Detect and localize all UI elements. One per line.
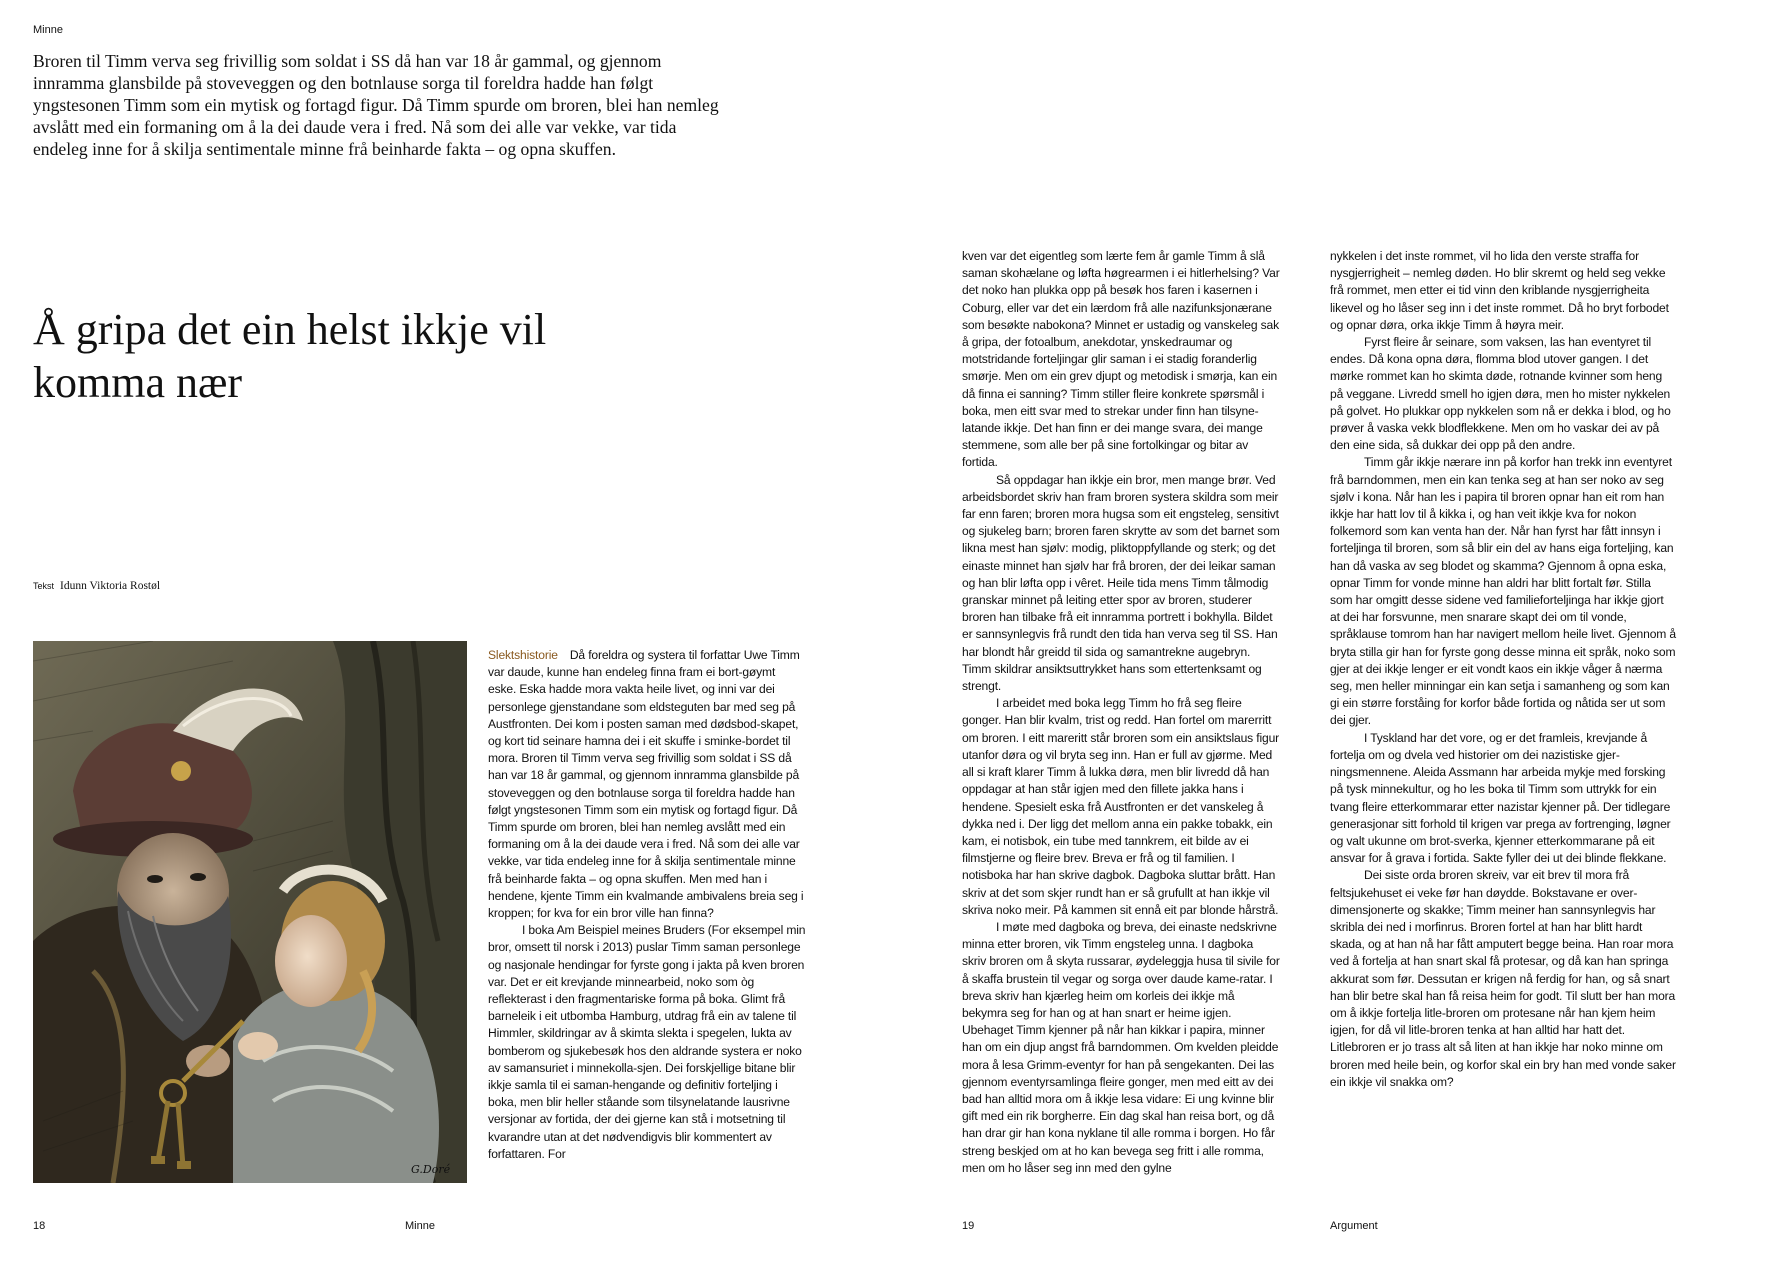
paragraph: kven var det eigentleg som lærte fem år gamle Timm å slå saman skohælane og løfta høgrearmen i ei hitlerhelsing? Var det noko han plukka opp på besøk hos faren i kasernen i Coburg, eller var det ein lærdom frå alle nazifunksjonærane som besøkte nabokona? Minnet er ustadig og vanskeleg sak å gripa, der fotoalbum, anekdotar, ynskedraumar og motstridande forteljingar glir saman i ei stadig foranderlig smørje. Men om ein grev djupt og metodisk i smørja, kan ein då finna ei sanning? Timm stiller fleire konkrete spørsmål i boka, men eitt svar med to strekar under finn han tilsyne-latande ikkje. Det han finn er dei mange svara, dei mange stemmene, som alle ber på sine fortolkingar og bitar av fortida. — [962, 249, 1280, 470]
paragraph: Dei siste orda broren skreiv, var eit brev til mora frå feltsjukehuset ei veke før han døydde. Bokstavane er over-dimensjonerte og skakke; Timm meiner han sannsynlegvis har skribla dei ned i morfinrus. Broren fortel at han har blitt hardt skada, og at han nå har fått amputert begge beina. Han roar mora ved å fortelja at han snart skal få protesar, og då kan han springa akkurat som før. Dessutan er krigen nå ferdig for han, og så snart han blir betre skal han få reisa heim for godt. Til slutt ber han mora om å ikkje fortelja litle-broren om protesane når han kjem heim igjen, for då vil litle-broren tenka at han alltid har hatt det. Litlebroren er jo trass alt så liten at han ikkje har noko minne om broren med heile bein, og korfor skal ein bry han med vonde saker ein ikkje vil snakka om? — [1330, 868, 1676, 1089]
paragraph: I arbeidet med boka legg Timm ho frå seg fleire gonger. Han blir kvalm, trist og redd. Han fortel om marerritt om broren. I eitt mareritt står broren som ein ansiktslaus figur utanfor døra og vil bryta seg inn. Han er full av gjørme. Med all si kraft klarer Timm å lukka døra, men blir livredd då han oppdagar at han står igjen med den fillete jakka hans i hendene. Spesielt eska frå Austfronten er det vanskeleg å dykka ned i. Der ligg det mellom anna ein pakke tobakk, ein kam, ei notisbok, ein tube med tannkrem, eit bilde av ei filmstjerne og fleire brev. Breva er frå og til familien. I notisboka har han skrive dagbok. Dagboka sluttar brått. Han skriv at det som skjer rundt han er så grufullt at han ikkje vil skriva noko meir. På kammen sit ennå eit par blonde hårstrå. — [962, 696, 1280, 917]
paragraph: Så oppdagar han ikkje ein bror, men mange brør. Ved arbeidsbordet skriv han fram broren systera skildra som meir far enn faren; broren mora hugsa som eit engsteleg, sensitivt og sjukeleg barn; broren faren skrytte av som det barnet som likna mest han sjølv: modig, pliktoppfyllande og sterk; og det einaste minnet han sjølv har frå broren, der dei leikar saman og han blir løfta opp i vêret. Heile tida mens Timm tålmodig granskar minnet på leiting etter spor av broren, studerer broren han tilbake frå eit innramma portrett i bokhylla. Bildet er sannsynlegvis frå rundt den tida han verva seg til SS. Han har blondt hår greidd til sida og samantrekne augebryn. Timm skildrar ansiktsuttrykket hans som ettertenksamt og strengt. — [962, 472, 1280, 694]
illustration-svg — [33, 641, 467, 1183]
body-column-1 — [488, 647, 806, 1163]
kicker: Slektshistorie — [488, 648, 558, 662]
byline-author: Idunn Viktoria Rostøl — [60, 580, 161, 592]
byline-label: Tekst — [33, 581, 55, 591]
running-footer-left: Minne — [405, 1220, 435, 1232]
paragraph: Timm går ikkje nærare inn på korfor han trekk inn eventyret frå barndommen, men ein kan tenka seg at han ser noko av seg sjølv i kona. Når han les i papira til broren opnar han eit rom han ikkje har hatt lov til å kikka i, og han veit ikkje kva for nokon folkemord som kan venta han der. Når han fyrst har fått innsyn i forteljinga til broren, som så blir ein del av hans eiga forteljing, kan han då vaska av seg blodet og skamma? Gjennom å opna eska, opnar Timm for vonde minne han aldri har blitt fortalt før. Stilla som har omgitt desse sidene ved familieforteljinga har ikkje gjort at dei har forsvunne, men snarare skapt dei om til vonde, språklause tomrom han har navigert mellom heile livet. Gjennom å bryta stilla gir han for fyrste gong desse minna eit språk, noko som gjer at dei ikkje lenger er eit vondt kaos ein ikkje våger å nærma seg, men heller minningar ein kan setja i samanheng og som kan gi ein større forståing for korfor både fortida og nåtida ser ut som dei gjer. — [1330, 455, 1676, 728]
body-column-2 — [962, 248, 1280, 1177]
bluebeard-engraving-illustration — [33, 641, 467, 1183]
paragraph-text: Då foreldra og systera til forfattar Uwe Timm var daude, kunne han endeleg finna fram ei bort-gøymt eske. Eska hadde mora vakta heile livet, og inni var dei personlege gjenstandane som eldsteguten bar med seg på Austfronten. Dei kom i posten saman med dødsbod-skapet, og kort tid seinare hamna dei i eit skuffe i sminke-bordet til mora. Broren til Timm verva seg frivillig som soldat i SS då han var 18 år gammal, og gjennom innramma glansbilde på stoveveggen og den botnlause sorga til foreldra hadde han følgt yngstesonen Timm som ein mytisk og fortagd figur. Då Timm spurde om broren, blei han nemleg avslått med ein formaning om å la dei daude vera i fred. Nå som dei alle var vekke, var tida endeleg inne for å skilja sentimentale minne frå beinharde fakta – og opna skuffen. Men med han i hendene, kjente Timm ein kvalmande ambivalens breia seg i kroppen; for kva for ein bror ville han finna? — [488, 648, 804, 921]
page-number-left: 18 — [33, 1220, 46, 1232]
paragraph: nykkelen i det inste rommet, vil ho lida den verste straffa for nysgjerrigheit – nemleg døden. Ho blir skremt og held seg vekke frå rommet, men etter ei tid vinn den kriblande nysgjerrigheita likevel og ho låser seg inn i det inste rommet. Då ho bryt forbodet og opnar døra, orka ikkje Timm å høyra meir. — [1330, 249, 1669, 332]
lead-paragraph: Broren til Timm verva seg frivillig som soldat i SS då han var 18 år gammal, og gjennom innramma glansbilde på stoveveggen og den botnlause sorga til foreldra hadde han følgt yngstesonen Timm som ein mytisk og fortagd figur. Då Timm spurde om broren, blei han nemleg avslått med ein formaning om å la dei daude vera i fred. Nå som dei alle var vekke, var tida endeleg inne for å skilja sentimentale minne frå beinharde fakta – og opna skuffen. — [33, 51, 719, 159]
paragraph: I boka Am Beispiel meines Bruders (For eksempel min bror, omsett til norsk i 2013) puslar Timm saman personlege og nasjonale hendingar for fyrste gong i jakta på kven broren var. Det er eit krevjande minnearbeid, noko som òg reflekterast i den fragmentariske forma på boka. Glimt frå barneleik i eit utbomba Hamburg, utdrag frå ein av talene til Himmler, skildringar av å skimta slekta i spegelen, lukta av bomberom og sjukebesøk hos den aldrande systera er noko av samansuriet i minnekolla-sjen. Dei forskjellige bitane blir ikkje samla til ei saman-hengande og definitiv forteljing i boka, men blir heller ståande som tilsynelatande lausrivne versjonar av fortida, der dei gjerne kan stå i motsetning til kvarandre utan at det nødvendigvis blir kommentert av forfattaren. For — [488, 923, 806, 1161]
paragraph: I møte med dagboka og breva, dei einaste nedskrivne minna etter broren, vik Timm engsteleg unna. I dagboka skriv broren om å skyta russarar, øydeleggja husa til sivile for å skaffa brustein til vegar og sorga over daude kame-ratar. I breva skriv han kjærleg heim om korleis dei ikkje må bekymra seg for han og at han snart er heime igjen. Ubehaget Timm kjenner på når han kikkar i papira, minner han om ein djup angst frå barndommen. Om kvelden pleidde mora å lesa Grimm-eventyr for han på sengekanten. Dei las gjennom eventyrsamlinga fleire gonger, men med eitt av dei bad han alltid mora om å ikkje lesa vidare: Ei ung kvinne blir gift med ein rik borgherre. Ein dag skal han reisa bort, og då han drar gir han kona nyklane til alle romma i borgen. Ho får streng beskjed om at ho kan bevega seg fritt i alle romma, men om ho låser seg inn med den gylne — [962, 919, 1280, 1175]
page-number-right: 19 — [962, 1220, 975, 1232]
paragraph — [488, 647, 806, 922]
artist-signature: G.Doré — [411, 1163, 451, 1176]
byline — [33, 580, 160, 592]
article-headline: Å gripa det ein helst ikkje vil komma nær — [33, 305, 547, 407]
paragraph: I Tyskland har det vore, og er det framleis, krevjande å fortelja om og dvela ved historier om dei nazistiske gjer-ningsmennene. Aleida Assmann har arbeida mykje med forsking på tysk minnekultur, og ho les boka til Timm som uttrykk for ein tvang fleire etterkommarar etter nazistar kjenner på. Der tidlegare generasjonar sitt forhold til krigen var prega av fortrenging, løgner og valt ukunne om brot-sverka, kjenner etterkommarane på eit ansvar for å grava i fortida. Sakte fyller dei ut dei blinde flekkane. — [1330, 730, 1671, 866]
running-footer-right: Argument — [1330, 1220, 1378, 1232]
body-column-3 — [1330, 248, 1676, 1091]
section-label: Minne — [33, 24, 63, 36]
paragraph: Fyrst fleire år seinare, som vaksen, las han eventyret til endes. Då kona opna døra, flomma blod utover gangen. I det mørke rommet kan ho skimta døde, rotnande kvinner som heng på veggane. Livredd smell ho igjen døra, men ho mister nykkelen på golvet. Ho plukkar opp nykkelen som nå er dekka i blod, og ho prøver å vaska vekk blodflekkene. Men om ho vaskar dei av på den eine sida, så dukkar dei opp på den andre. — [1330, 335, 1671, 453]
